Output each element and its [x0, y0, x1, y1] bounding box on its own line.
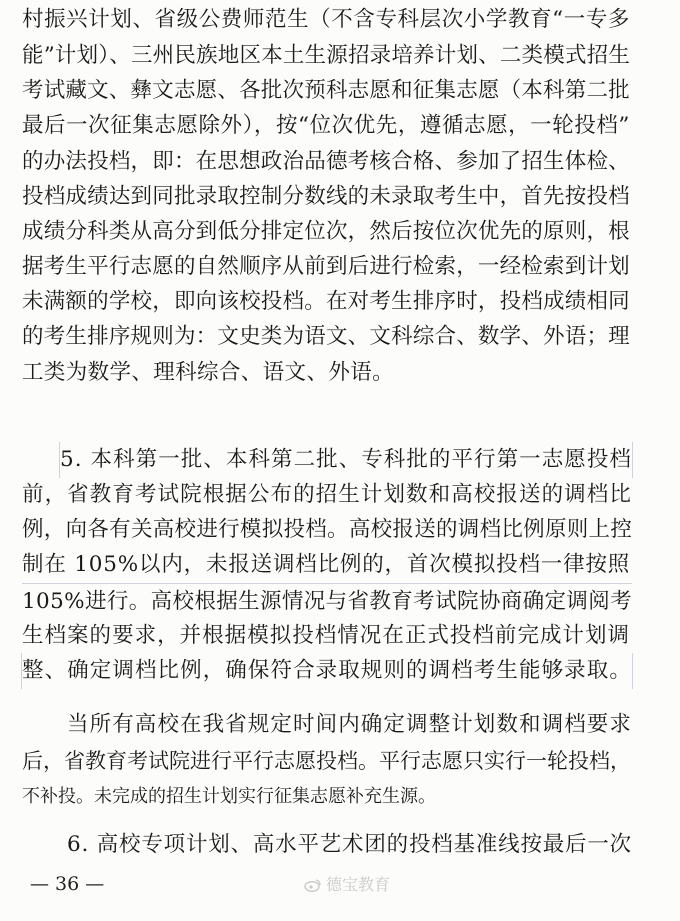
text-line-content: 5. 本科第一批、本科第二批、专科批的平行第一志愿投档: [60, 442, 632, 478]
weibo-logo-icon: [304, 878, 322, 892]
text-line: [0, 743, 680, 779]
text-line-content: 整、确定调档比例，确保符合录取规则的调档考生能够录取。: [22, 653, 632, 689]
text-line: [0, 179, 680, 215]
text-line-content: 未满额的学校，即向该校投档。在对考生排序时，投档成绩相同: [22, 289, 630, 314]
text-line: [0, 827, 680, 863]
text-line: [0, 442, 680, 478]
text-line: [0, 108, 680, 144]
text-line-content: 成绩分科类从高分到低分排定位次，然后按位次优先的原则，根: [22, 219, 630, 244]
text-line-content: 生档案的要求，并根据模拟投档情况在正式投档前完成计划调: [22, 623, 631, 648]
text-line: [0, 707, 680, 743]
text-line-content: 6. 高校专项计划、高水平艺术团的投档基准线按最后一次: [67, 832, 632, 857]
text-line: [0, 583, 680, 619]
text-line-content: 能”计划）、三州民族地区本土生源招录培养计划、二类模式招生: [22, 43, 631, 68]
text-line-content: 工类为数学、理科综合、语文、外语。: [22, 360, 394, 385]
text-line-content: 村振兴计划、省级公费师范生（不含专科层次小学教育“一专多: [22, 7, 631, 32]
text-line: [0, 778, 680, 814]
text-line: [0, 512, 680, 548]
text-line-content: 后，省教育考试院进行平行志愿投档。平行志愿只实行一轮投档，: [22, 749, 631, 773]
watermark: [304, 873, 390, 897]
text-line: [0, 284, 680, 320]
text-line: [0, 73, 680, 109]
watermark-text: 德宝教育: [326, 875, 391, 894]
page-number: — 36 —: [30, 873, 105, 895]
text-line-content: 前，省教育考试院根据公布的招生计划数和高校报送的调档比: [22, 477, 632, 513]
text-line: [0, 319, 680, 355]
text-line-content: 例，向各有关高校进行模拟投档。高校报送的调档比例原则上控: [22, 512, 632, 548]
text-line: [0, 547, 680, 583]
text-line-content: 最后一次征集志愿除外），按“位次优先，遵循志愿，一轮投档”: [22, 113, 630, 138]
text-line: [0, 2, 680, 38]
text-line-content: 据考生平行志愿的自然顺序从前到后进行检索，一经检索到计划: [22, 254, 630, 279]
text-line-content: 当所有高校在我省规定时间内确定调整计划数和调档要求: [67, 712, 633, 737]
text-line-content: 投档成绩达到同批录取控制分数线的未录取考生中，首先按投档: [22, 184, 630, 209]
text-line: [0, 477, 680, 513]
text-line: [0, 653, 680, 689]
text-line: [0, 618, 680, 654]
text-line-content: 不补投。未完成的招生计划实行征集志愿补充生源。: [22, 786, 436, 807]
text-line: [0, 38, 680, 74]
text-line-content: 考试藏文、彝文志愿、各批次预科志愿和征集志愿（本科第二批: [22, 78, 630, 103]
text-line-content: 制在 105%以内，未报送调档比例的，首次模拟投档一律按照: [22, 552, 631, 577]
text-line-content: 的考生排序规则为：文史类为语文、文科综合、数学、外语；理: [22, 324, 630, 349]
text-line: [0, 214, 680, 250]
text-line: [0, 355, 680, 391]
text-line-content: 105%进行。高校根据生源情况与省教育考试院协商确定调阅考: [22, 583, 632, 619]
text-line: [0, 144, 680, 180]
text-line-content: 的办法投档，即：在思想政治品德考核合格、参加了招生体检、: [22, 149, 630, 174]
text-line: [0, 249, 680, 285]
